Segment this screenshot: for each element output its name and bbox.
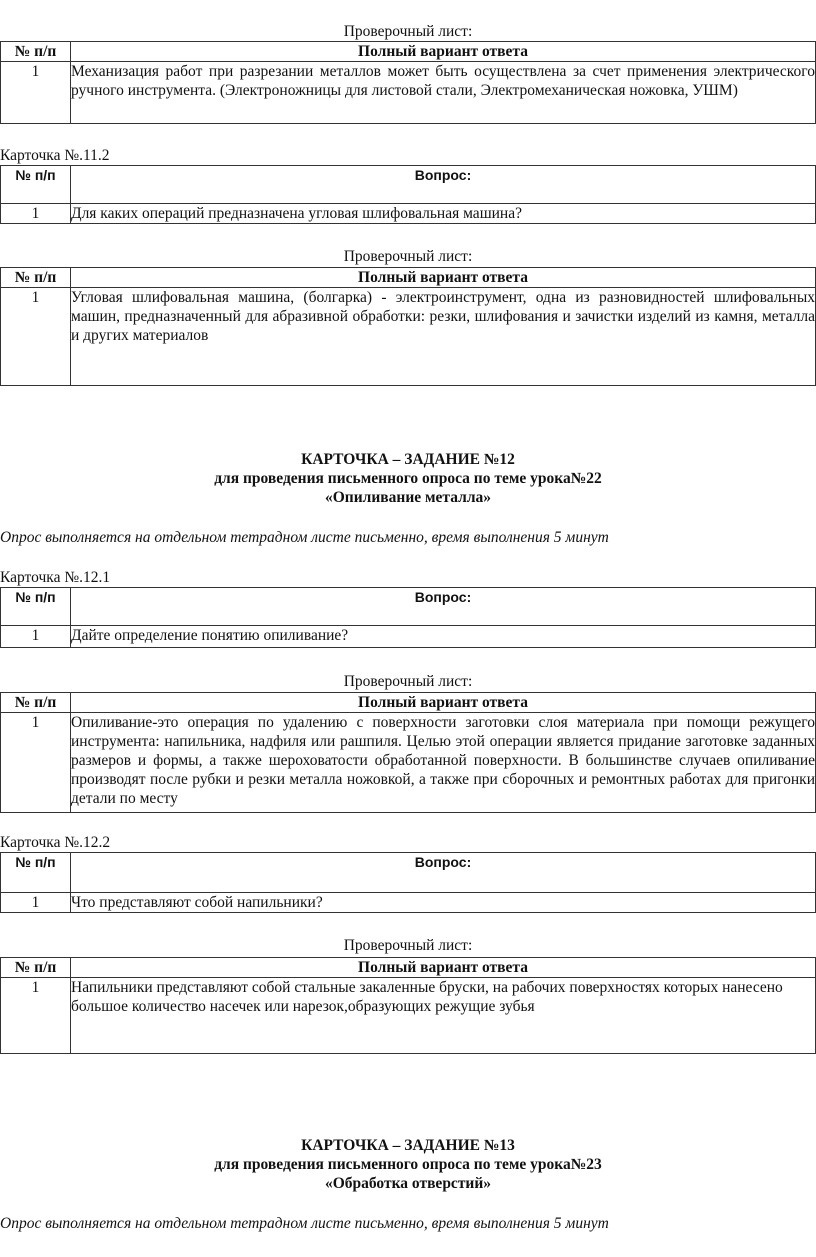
col-question-header: Вопрос: <box>71 588 816 626</box>
row-number: 1 <box>1 978 71 1054</box>
card-label-11-2: Карточка №.11.2 <box>0 147 110 164</box>
row-number: 1 <box>1 204 71 224</box>
task-12-note: Опрос выполняется на отдельном тетрадном листе письменно, время выполнения 5 минут <box>0 529 609 546</box>
task-13-note: Опрос выполняется на отдельном тетрадном листе письменно, время выполнения 5 минут <box>0 1215 609 1232</box>
answer-table-12-1 <box>0 692 816 813</box>
row-number: 1 <box>1 893 71 913</box>
answer-text: Угловая шлифовальная машина, (болгарка) - электроинструмент, одна из разновидностей шлифовальных машин, предназначенный для абразивной обработки: резки, шлифования и зачистки изделий из камня, металла и других материалов <box>71 288 816 386</box>
col-answer-header: Полный вариант ответа <box>71 268 816 288</box>
answer-table-12-2 <box>0 957 816 1054</box>
question-text: Дайте определение понятию опиливание? <box>71 626 816 648</box>
answer-text: Напильники представляют собой стальные закаленные бруски, на рабочих поверхностях которых нанесено большое количество насечек или нарезок,образующих режущие зубья <box>71 978 816 1054</box>
card-label-12-2: Карточка №.12.2 <box>0 834 111 851</box>
check-sheet-title: Проверочный лист: <box>343 23 473 40</box>
col-num-header: № п/п <box>1 958 71 978</box>
col-num-header: № п/п <box>1 693 71 713</box>
task-13-topic: «Обработка отверстий» <box>324 1175 492 1192</box>
row-number: 1 <box>1 288 71 386</box>
card-label-12-1: Карточка №.12.1 <box>0 569 111 586</box>
question-table-11-2 <box>0 165 816 224</box>
answer-text: Опиливание-это операция по удалению с поверхности заготовки слоя материала при помощи режущего инструмента: напильника, надфиля или рашпиля. Целью этой операции является придание заготовке заданных размеров и формы, а также шероховатости обработанной поверхности. В большинстве случаев опиливание производят после рубки и резки металла ножовкой, а также при сборочных и ремонтных работах для пригонки детали по месту <box>71 713 816 813</box>
col-num-header: № п/п <box>1 42 71 62</box>
col-question-header: Вопрос: <box>71 853 816 893</box>
check-sheet-title: Проверочный лист: <box>343 248 473 265</box>
col-num-header: № п/п <box>1 268 71 288</box>
col-num-header: № п/п <box>1 166 71 204</box>
row-number: 1 <box>1 713 71 813</box>
row-number: 1 <box>1 626 71 648</box>
question-table-12-2 <box>0 852 816 913</box>
col-answer-header: Полный вариант ответа <box>71 958 816 978</box>
answer-table-11-2 <box>0 267 816 386</box>
row-number: 1 <box>1 62 71 124</box>
col-question-header: Вопрос: <box>71 166 816 204</box>
task-12-subtitle: для проведения письменного опроса по теме урока№22 <box>214 470 602 487</box>
col-answer-header: Полный вариант ответа <box>71 693 816 713</box>
check-sheet-title: Проверочный лист: <box>343 937 473 954</box>
col-num-header: № п/п <box>1 588 71 626</box>
task-12-title: КАРТОЧКА – ЗАДАНИЕ №12 <box>301 451 515 468</box>
task-12-topic: «Опиливание металла» <box>324 489 492 506</box>
answer-table-1 <box>0 41 816 124</box>
col-answer-header: Полный вариант ответа <box>71 42 816 62</box>
question-text: Для каких операций предназначена угловая шлифовальная машина? <box>71 204 816 224</box>
task-13-title: КАРТОЧКА – ЗАДАНИЕ №13 <box>301 1137 515 1154</box>
question-text: Что представляют собой напильники? <box>71 893 816 913</box>
check-sheet-title: Проверочный лист: <box>343 673 473 690</box>
answer-text: Механизация работ при разрезании металлов может быть осуществлена за счет применения электрического ручного инструмента. (Электроножницы для листовой стали, Электромеханическая ножовка, УШМ) <box>71 62 816 124</box>
col-num-header: № п/п <box>1 853 71 893</box>
question-table-12-1 <box>0 587 816 648</box>
task-13-subtitle: для проведения письменного опроса по теме урока№23 <box>214 1156 602 1173</box>
